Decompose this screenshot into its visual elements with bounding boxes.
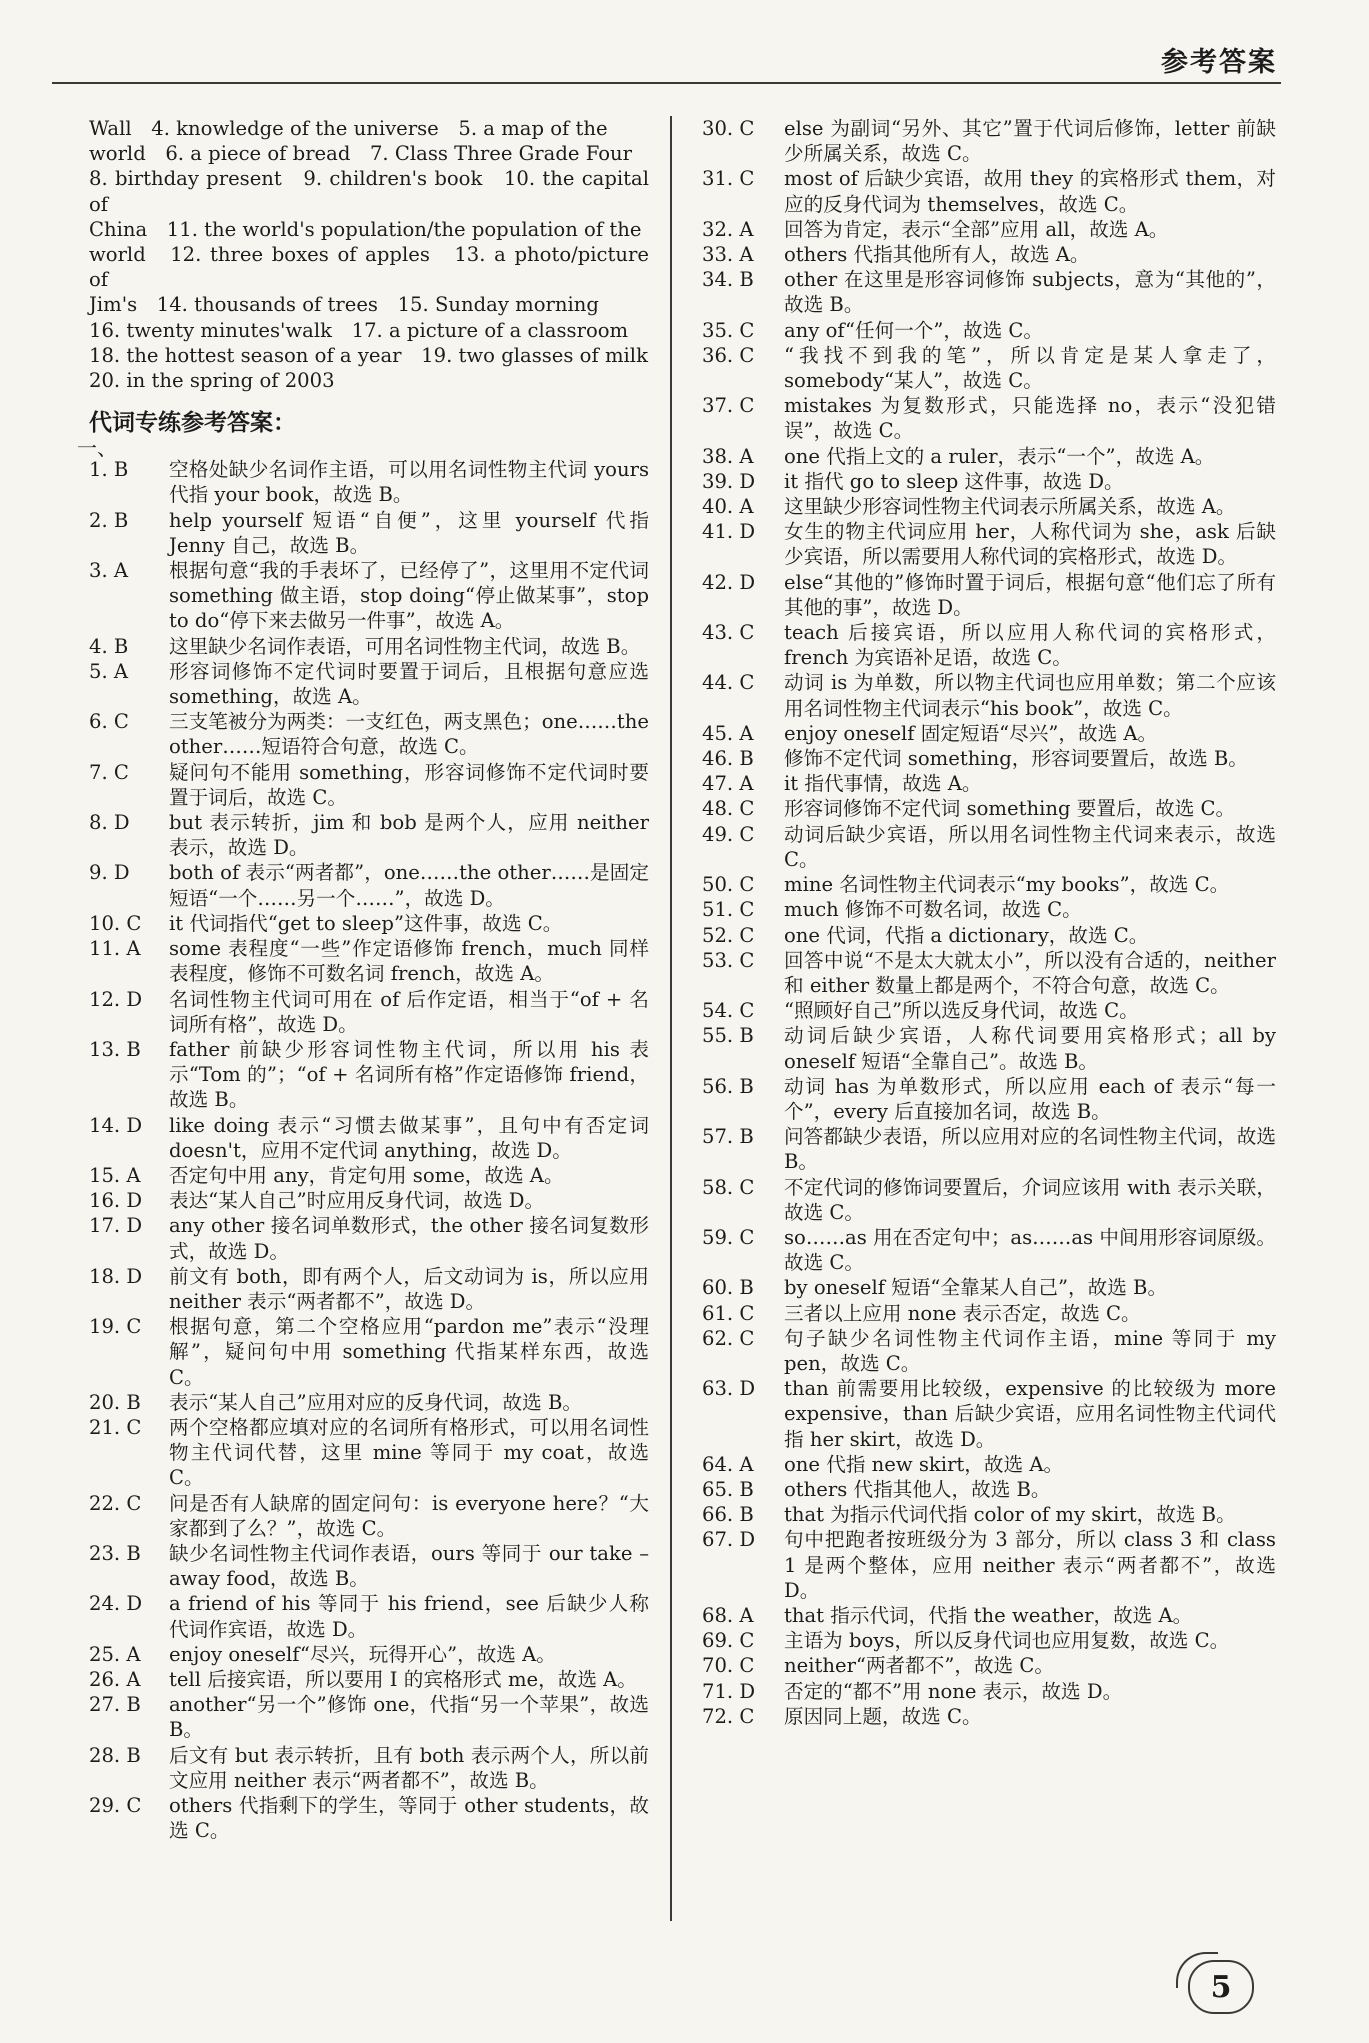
answer-number: 51. C <box>702 898 755 922</box>
answer-number: 6. C <box>89 710 129 734</box>
answer-number: 69. C <box>702 1629 755 1653</box>
answer-explanation: 回答为肯定，表示“全部”应用 all，故选 A。 <box>784 217 1169 241</box>
answer-item <box>702 948 1276 998</box>
answer-number: 17. D <box>89 1214 143 1238</box>
answer-explanation: both of 表示“两者都”，one……the other……是固定短语“一个……另一个……”，故选 D。 <box>169 861 649 910</box>
answer-item <box>702 1527 1276 1603</box>
answer-number: 20. B <box>89 1390 141 1414</box>
answer-explanation: father 前缺少形容词性物主代词，所以用 his 表示“Tom 的”；“of + 名词所有格”作定语修饰 friend，故选 B。 <box>169 1037 649 1112</box>
page-number-badge <box>1188 1960 1254 2014</box>
answer-item <box>702 1477 1276 1502</box>
answer-number: 59. C <box>702 1225 755 1249</box>
answer-explanation: others 代指其他人，故选 B。 <box>784 1477 1051 1501</box>
answer-item <box>702 620 1276 670</box>
answer-item <box>89 1213 649 1263</box>
answer-number: 54. C <box>702 999 755 1023</box>
answer-explanation: 女生的物主代词应用 her，人称代词为 she，ask 后缺少宾语，所以需要用人称代词的宾格形式，故选 D。 <box>784 520 1276 569</box>
answer-explanation: 三者以上应用 none 表示否定，故选 C。 <box>784 1301 1141 1325</box>
answer-number: 32. A <box>702 217 754 241</box>
answer-item <box>702 822 1276 872</box>
answer-explanation: that 为指示代词代指 color of my skirt，故选 B。 <box>784 1503 1236 1527</box>
answer-item <box>702 998 1276 1023</box>
left-column <box>77 116 649 1843</box>
answer-explanation: 形容词修饰不定代词时要置于词后，且根据句意应选 something，故选 A。 <box>169 659 649 709</box>
answer-number: 19. C <box>89 1315 142 1339</box>
answer-number: 27. B <box>89 1693 141 1717</box>
answer-number: 18. D <box>89 1264 143 1288</box>
answer-number: 49. C <box>702 822 755 846</box>
answer-explanation: so……as 用在否定句中；as……as 中间用形容词原级。故选 C。 <box>784 1225 1276 1275</box>
answer-item <box>702 746 1276 771</box>
section-title: 代词专练参考答案： <box>89 410 296 437</box>
answer-explanation: 句中把跑者按班级分为 3 部分，所以 class 3 和 class 1 是两个整体，应用 neither 表示“两者都不”，故选 D。 <box>784 1528 1276 1602</box>
answer-item <box>702 393 1276 443</box>
answer-explanation: 三支笔被分为两类：一支红色，两支黑色；one……the other……短语符合句意，故选 C。 <box>169 710 649 759</box>
answer-item <box>702 116 1276 166</box>
answer-item <box>89 558 649 634</box>
answer-number: 63. D <box>702 1377 756 1401</box>
answer-number: 56. B <box>702 1074 754 1098</box>
intro-line: 20. in the spring of 2003 <box>89 369 335 393</box>
right-answer-list <box>702 116 1276 1729</box>
answer-item <box>89 709 649 759</box>
answer-item <box>702 1275 1276 1300</box>
answer-item <box>702 721 1276 746</box>
answer-explanation: 表达“某人自己”时应用反身代词，故选 D。 <box>169 1189 545 1213</box>
answer-explanation: much 修饰不可数名词，故选 C。 <box>784 898 1082 922</box>
answer-explanation: 形容词修饰不定代词 something 要置后，故选 C。 <box>784 797 1236 821</box>
answer-number: 38. A <box>702 444 754 468</box>
answer-explanation: 前文有 both，即有两个人，后文动词为 is，所以应用 neither 表示“两者都不”，故选 D。 <box>169 1264 649 1313</box>
answer-item <box>89 760 649 810</box>
answer-explanation: others 代指剩下的学生，等同于 other students，故选 C。 <box>169 1794 649 1843</box>
answer-explanation: 这里缺少名词作表语，可用名词性物主代词，故选 B。 <box>169 634 641 658</box>
answer-item <box>89 1415 649 1491</box>
answer-explanation: 否定句中用 any，肯定句用 some，故选 A。 <box>169 1163 564 1187</box>
answer-number: 43. C <box>702 621 755 645</box>
answer-number: 5. A <box>89 659 129 683</box>
answer-item <box>702 166 1276 216</box>
answer-item <box>89 1113 649 1163</box>
answer-item <box>702 1175 1276 1225</box>
page-header-title: 参考答案 <box>1161 47 1277 78</box>
answer-item <box>89 634 649 659</box>
answer-explanation: 句子缺少名词性物主代词作主语，mine 等同于 my pen，故选 C。 <box>784 1326 1276 1375</box>
answer-number: 3. A <box>89 559 129 583</box>
answer-item <box>89 1264 649 1314</box>
answer-number: 35. C <box>702 318 755 342</box>
answer-number: 21. C <box>89 1415 142 1439</box>
intro-line: 8. birthday present 9. children's book 10. the capital of <box>89 167 649 216</box>
page-number: 5 <box>1210 1969 1232 2005</box>
answer-number: 39. D <box>702 469 756 493</box>
answer-item <box>89 1491 649 1541</box>
answer-item <box>89 457 649 507</box>
answer-item <box>89 860 649 910</box>
answer-number: 31. C <box>702 167 755 191</box>
answer-number: 10. C <box>89 911 142 935</box>
answer-item <box>702 897 1276 922</box>
answer-number: 62. C <box>702 1326 755 1350</box>
answer-item <box>89 1163 649 1188</box>
answer-explanation: 否定的“都不”用 none 表示，故选 D。 <box>784 1679 1123 1703</box>
answer-number: 24. D <box>89 1592 143 1616</box>
answer-explanation: teach 后接宾语，所以应用人称代词的宾格形式，french 为宾语补足语，故选 C。 <box>784 621 1276 670</box>
intro-line: China 11. the world's population/the population of the <box>89 217 642 241</box>
answer-explanation: mine 名词性物主代词表示“my books”，故选 C。 <box>784 873 1230 897</box>
answer-item <box>702 1225 1276 1275</box>
answer-number: 52. C <box>702 923 755 947</box>
answer-item <box>702 923 1276 948</box>
answer-explanation: any of“任何一个”，故选 C。 <box>784 318 1044 342</box>
answer-number: 40. A <box>702 495 754 519</box>
answer-item <box>702 519 1276 569</box>
answer-number: 42. D <box>702 570 756 594</box>
answer-item <box>89 1692 649 1742</box>
answer-explanation: neither“两者都不”，故选 C。 <box>784 1654 1054 1678</box>
answer-item <box>702 1679 1276 1704</box>
answer-explanation: 问答都缺少表语，所以应用对应的名词性物主代词，故选 B。 <box>784 1125 1276 1174</box>
answer-item <box>702 343 1276 393</box>
intro-line: world 12. three boxes of apples 13. a photo/picture of <box>89 243 649 292</box>
answer-item <box>702 1376 1276 1452</box>
answer-number: 71. D <box>702 1679 756 1703</box>
answer-number: 68. A <box>702 1603 754 1627</box>
answer-item <box>89 1667 649 1692</box>
answer-item <box>702 494 1276 519</box>
left-answer-list <box>89 457 649 1843</box>
answer-explanation: 回答中说“不是太大就太小”，所以没有合适的，neither 和 either 数量上都是两个，不符合句意，故选 C。 <box>784 948 1276 997</box>
answer-explanation: 缺少名词性物主代词作表语，ours 等同于 our take – away food，故选 B。 <box>169 1541 649 1591</box>
answer-item <box>702 1326 1276 1376</box>
answer-explanation: tell 后接宾语，所以要用 I 的宾格形式 me，故选 A。 <box>169 1667 637 1691</box>
answer-explanation: than 前需要用比较级，expensive 的比较级为 more expensive，than 后缺少宾语，应用名词性物主代词代指 her skirt，故选 D。 <box>784 1377 1276 1451</box>
answer-number: 64. A <box>702 1452 754 1476</box>
answer-item <box>89 659 649 709</box>
answer-explanation: any other 接名词单数形式，the other 接名词复数形式，故选 D。 <box>169 1214 649 1263</box>
answer-number: 45. A <box>702 721 754 745</box>
answer-number: 50. C <box>702 873 755 897</box>
answer-explanation: 两个空格都应填对应的名词所有格形式，可以用名词性物主代词代替，这里 mine 等同于 my coat，故选 C。 <box>169 1415 649 1490</box>
answer-item <box>702 469 1276 494</box>
answer-explanation: it 指代 go to sleep 这件事，故选 D。 <box>784 469 1124 493</box>
header-rule <box>52 82 1281 84</box>
answer-number: 37. C <box>702 394 755 418</box>
answer-explanation: else 为副词“另外、其它”置于代词后修饰，letter 前缺少所属关系，故选 C。 <box>784 117 1276 166</box>
answer-explanation: 空格处缺少名词作主语，可以用名词性物主代词 yours 代指 your book，故选 B。 <box>169 458 649 507</box>
answer-number: 57. B <box>702 1125 754 1149</box>
answer-explanation: else“其他的”修饰时置于词后，根据句意“他们忘了所有其他的事”，故选 D。 <box>784 570 1276 619</box>
answer-number: 9. D <box>89 861 130 885</box>
answer-explanation: it 指代事情，故选 A。 <box>784 772 982 796</box>
answer-explanation: like doing 表示“习惯去做某事”，且句中有否定词 doesn't，应用不定代词 anything，故选 D。 <box>169 1113 649 1162</box>
answer-explanation: 根据句意“我的手表坏了，已经停了”，这里用不定代词 something 做主语，stop doing“停止做某事”，stop to do“停下来去做另一件事”，故选 A。 <box>169 559 649 633</box>
answer-number: 72. C <box>702 1704 755 1728</box>
answer-number: 58. C <box>702 1175 755 1199</box>
answer-item <box>89 1541 649 1591</box>
answer-number: 67. D <box>702 1528 756 1552</box>
answer-number: 25. A <box>89 1642 141 1666</box>
answer-explanation: that 指示代词，代指 the weather，故选 A。 <box>784 1603 1193 1627</box>
answer-number: 13. B <box>89 1037 141 1061</box>
answer-explanation: other 在这里是形容词修饰 subjects，意为“其他的”，故选 B。 <box>784 268 1276 317</box>
answer-item <box>702 242 1276 267</box>
answer-number: 1. B <box>89 458 129 482</box>
answer-explanation: 主语为 boys，所以反身代词也应用复数，故选 C。 <box>784 1629 1230 1653</box>
answer-explanation: but 表示转折，jim 和 bob 是两个人，应用 neither 表示，故选 D。 <box>169 811 649 860</box>
answer-number: 14. D <box>89 1113 143 1137</box>
answer-item <box>702 1074 1276 1124</box>
part-label: 一、 <box>77 436 117 461</box>
answer-item <box>702 771 1276 796</box>
answer-item <box>702 217 1276 242</box>
answer-explanation: 动词 is 为单数，所以物主代词也应用单数；第二个应该用名词性物主代词表示“his book”，故选 C。 <box>784 671 1276 720</box>
answer-explanation: 动词后缺少宾语，人称代词要用宾格形式；all by oneself 短语“全靠自己”。故选 B。 <box>784 1024 1276 1073</box>
answer-item <box>89 911 649 936</box>
answer-explanation: 问是否有人缺席的固定问句：is everyone here？“大家都到了么？”，故选 C。 <box>169 1491 649 1540</box>
answer-explanation: “照顾好自己”所以选反身代词，故选 C。 <box>784 999 1139 1023</box>
answer-number: 47. A <box>702 772 754 796</box>
answer-item <box>702 1452 1276 1477</box>
answer-number: 15. A <box>89 1163 141 1187</box>
answer-number: 8. D <box>89 811 130 835</box>
answer-number: 41. D <box>702 520 756 544</box>
answer-explanation: one 代词，代指 a dictionary，故选 C。 <box>784 923 1149 947</box>
answer-explanation: 名词性物主代词可用在 of 后作定语，相当于“of + 名词所有格”，故选 D。 <box>169 987 649 1036</box>
intro-line: Wall 4. knowledge of the universe 5. a map of the <box>89 117 608 140</box>
answer-number: 16. D <box>89 1189 143 1213</box>
answer-number: 4. B <box>89 634 129 658</box>
answer-explanation: mistakes 为复数形式，只能选择 no，表示“没犯错误”，故选 C。 <box>784 394 1276 443</box>
answer-item <box>89 1314 649 1390</box>
answer-number: 12. D <box>89 987 143 1011</box>
answer-explanation: most of 后缺少宾语，故用 they 的宾格形式 them，对应的反身代词为 themselves，故选 C。 <box>784 167 1276 216</box>
answer-number: 53. C <box>702 948 755 972</box>
answer-explanation: help yourself 短语“自便”，这里 yourself 代指 Jenny 自己，故选 B。 <box>169 508 649 557</box>
answer-item <box>89 1390 649 1415</box>
answer-number: 29. C <box>89 1794 142 1817</box>
answer-number: 44. C <box>702 671 755 695</box>
answer-explanation: 后文有 but 表示转折，且有 both 表示两个人，所以前文应用 neither 表示“两者都不”，故选 B。 <box>169 1743 649 1792</box>
answer-explanation: 这里缺少形容词性物主代词表示所属关系，故选 A。 <box>784 495 1236 519</box>
answer-number: 48. C <box>702 797 755 821</box>
answer-item <box>89 1793 649 1843</box>
answer-number: 55. B <box>702 1024 754 1048</box>
answer-number: 46. B <box>702 747 754 771</box>
answer-item <box>89 1188 649 1213</box>
intro-line: 18. the hottest season of a year 19. two glasses of milk <box>89 343 648 367</box>
answer-number: 7. C <box>89 760 129 784</box>
answer-explanation: one 代指上文的 a ruler，表示“一个”，故选 A。 <box>784 444 1215 468</box>
answer-item <box>702 670 1276 720</box>
column-divider <box>670 116 672 1921</box>
answer-explanation: enjoy oneself 固定短语“尽兴”，故选 A。 <box>784 721 1158 745</box>
answer-explanation: 不定代词的修饰词要置后，介词应该用 with 表示关联，故选 C。 <box>784 1175 1276 1224</box>
answer-number: 65. B <box>702 1477 754 1501</box>
answer-explanation: 动词 has 为单数形式，所以应用 each of 表示“每一个”，every 后直接加名词，故选 B。 <box>784 1074 1276 1123</box>
answer-number: 11. A <box>89 937 141 961</box>
answer-item <box>702 267 1276 317</box>
answer-item <box>702 444 1276 469</box>
answer-explanation: 表示“某人自己”应用对应的反身代词，故选 B。 <box>169 1390 582 1414</box>
answer-item <box>702 1704 1276 1729</box>
answer-item <box>89 1642 649 1667</box>
answer-explanation: 原因同上题，故选 C。 <box>784 1704 982 1728</box>
answer-item <box>702 1603 1276 1628</box>
answer-explanation: another“另一个”修饰 one，代指“另一个苹果”，故选 B。 <box>169 1693 649 1742</box>
answer-number: 26. A <box>89 1667 141 1691</box>
answer-item <box>702 1301 1276 1326</box>
right-column <box>702 116 1276 1729</box>
answer-item <box>702 1502 1276 1527</box>
answer-item <box>702 872 1276 897</box>
answer-number: 23. B <box>89 1541 141 1565</box>
intro-line: Jim's 14. thousands of trees 15. Sunday morning <box>89 293 599 317</box>
answer-number: 28. B <box>89 1743 141 1767</box>
answer-number: 33. A <box>702 243 754 267</box>
answer-item <box>89 1743 649 1793</box>
answer-item <box>702 1023 1276 1073</box>
answer-number: 22. C <box>89 1491 142 1515</box>
answer-item <box>89 810 649 860</box>
answer-item <box>702 1124 1276 1174</box>
answer-explanation: 根据句意，第二个空格应用“pardon me”表示“没理解”，疑问句中用 something 代指某样东西，故选 C。 <box>169 1315 649 1389</box>
answer-item <box>89 987 649 1037</box>
answer-item <box>702 1653 1276 1678</box>
intro-line: 16. twenty minutes'walk 17. a picture of a classroom <box>89 318 629 342</box>
answer-explanation: a friend of his 等同于 his friend，see 后缺少人称代词作宾语，故选 D。 <box>169 1592 649 1641</box>
answer-number: 61. C <box>702 1301 755 1325</box>
answer-number: 60. B <box>702 1276 754 1300</box>
answer-explanation: 疑问句不能用 something，形容词修饰不定代词时要置于词后，故选 C。 <box>169 760 649 809</box>
answer-number: 70. C <box>702 1654 755 1678</box>
answer-item <box>702 570 1276 620</box>
answer-number: 2. B <box>89 508 129 532</box>
answer-item <box>89 1591 649 1641</box>
answer-item <box>702 318 1276 343</box>
answer-item <box>89 1037 649 1113</box>
answer-number: 30. C <box>702 117 755 140</box>
answer-item <box>702 1628 1276 1653</box>
answer-number: 36. C <box>702 343 755 367</box>
intro-line: world 6. a piece of bread 7. Class Three Grade Four <box>89 142 633 166</box>
answer-explanation: others 代指其他所有人，故选 A。 <box>784 243 1090 267</box>
answer-item <box>89 936 649 986</box>
answer-item <box>89 508 649 558</box>
answer-explanation: by oneself 短语“全靠某人自己”，故选 B。 <box>784 1276 1168 1300</box>
answer-item <box>702 796 1276 821</box>
answer-explanation: some 表程度“一些”作定语修饰 french，much 同样表程度，修饰不可数名词 french，故选 A。 <box>169 937 649 986</box>
answer-explanation: enjoy oneself“尽兴，玩得开心”，故选 A。 <box>169 1642 556 1666</box>
answer-explanation: one 代指 new skirt，故选 A。 <box>784 1452 1064 1476</box>
answer-explanation: “我找不到我的笔”，所以肯定是某人拿走了，somebody“某人”，故选 C。 <box>784 343 1276 393</box>
intro-answers <box>89 116 649 393</box>
answer-number: 34. B <box>702 268 754 292</box>
answer-explanation: 动词后缺少宾语，所以用名词性物主代词来表示，故选 C。 <box>784 822 1276 871</box>
answer-explanation: 修饰不定代词 something，形容词要置后，故选 B。 <box>784 747 1248 771</box>
answer-explanation: it 代词指代“get to sleep”这件事，故选 C。 <box>169 911 563 935</box>
answer-number: 66. B <box>702 1503 754 1527</box>
